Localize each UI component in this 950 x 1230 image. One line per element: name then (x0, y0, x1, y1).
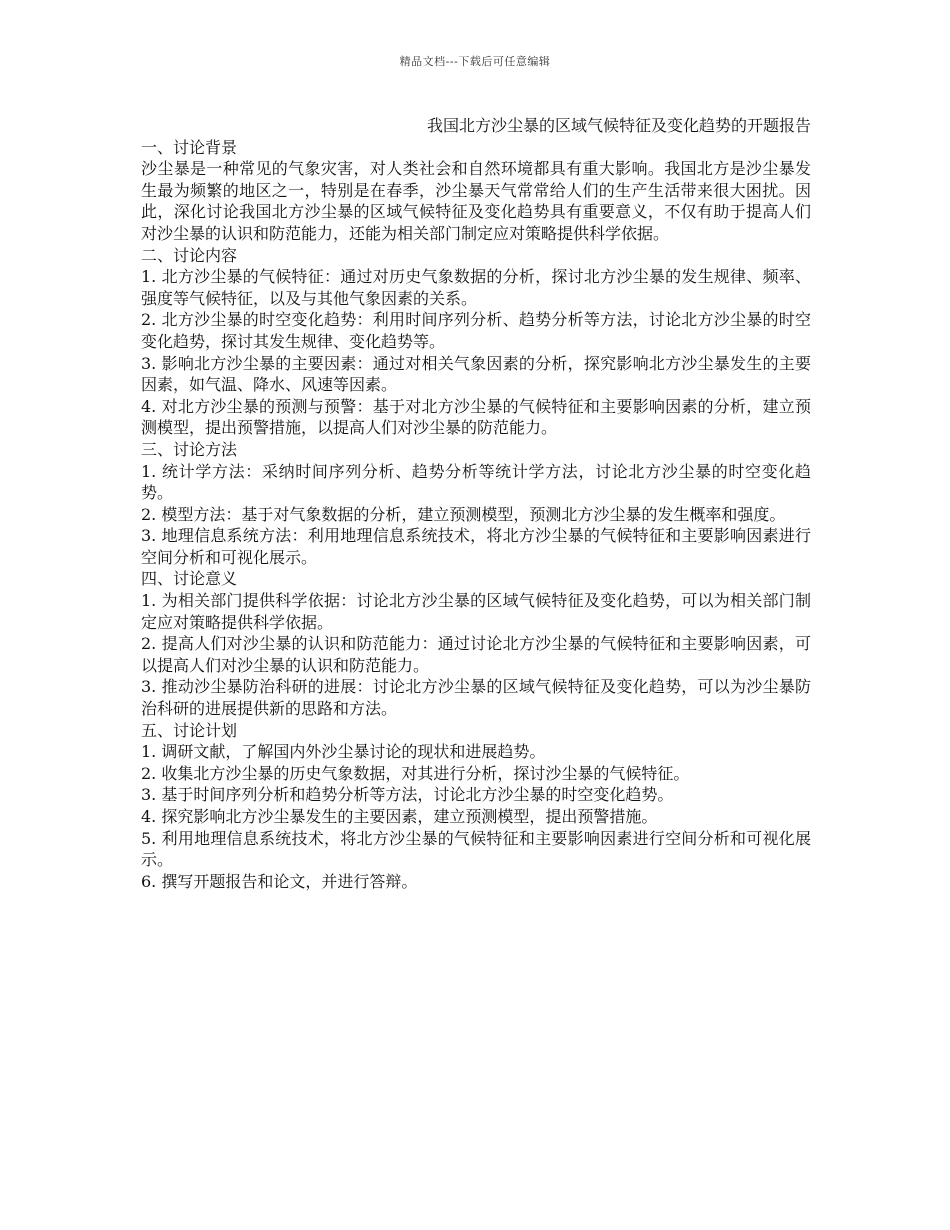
section-heading: 五、讨论计划 (141, 720, 238, 740)
section-significance (141, 568, 811, 719)
section-heading: 三、讨论方法 (141, 439, 238, 459)
list-item: 3. 地理信息系统方法：利用地理信息系统技术，将北方沙尘暴的气候特征和主要影响因素进行空间分析和可视化展示。 (141, 526, 811, 567)
list-item: 3. 影响北方沙尘暴的主要因素：通过对相关气象因素的分析，探究影响北方沙尘暴发生的主要因素，如气温、降水、风速等因素。 (141, 353, 811, 395)
paragraph: 沙尘暴是一种常见的气象灾害，对人类社会和自然环境都具有重大影响。我国北方是沙尘暴发生最为频繁的地区之一，特别是在春季，沙尘暴天气常常给人们的生产生活带来很大困扰。因此，深化讨论我国北方沙尘暴的区域气候特征及变化趋势具有重要意义，不仅有助于提高人们对沙尘暴的认识和防范能力，还能为相关部门制定应对策略提供科学依据。 (141, 159, 811, 243)
list-item: 1. 北方沙尘暴的气候特征：通过对历史气象数据的分析，探讨北方沙尘暴的发生规律、频率、强度等气候特征，以及与其他气象因素的关系。 (141, 267, 811, 308)
header-note: 精品文档---下载后可任意编辑 (399, 55, 551, 68)
document-title: 我国北方沙尘暴的区域气候特征及变化趋势的开题报告 (426, 116, 811, 135)
list-item: 1. 调研文献，了解国内外沙尘暴讨论的现状和进展趋势。 (141, 742, 546, 762)
list-item: 2. 提高人们对沙尘暴的认识和防范能力：通过讨论北方沙尘暴的气候特征和主要影响因素，可以提高人们对沙尘暴的认识和防范能力。 (141, 634, 811, 675)
list-item: 2. 北方沙尘暴的时空变化趋势：利用时间序列分析、趋势分析等方法，讨论北方沙尘暴的时空变化趋势，探讨其发生规律、变化趋势等。 (141, 310, 811, 351)
section-plan (141, 720, 811, 893)
list-item: 5. 利用地理信息系统技术，将北方沙尘暴的气候特征和主要影响因素进行空间分析和可视化展示。 (141, 828, 811, 870)
list-item: 1. 统计学方法：采纳时间序列分析、趋势分析等统计学方法，讨论北方沙尘暴的时空变化趋势。 (141, 461, 811, 503)
list-item: 2. 模型方法：基于对气象数据的分析，建立预测模型，预测北方沙尘暴的发生概率和强度。 (141, 504, 786, 524)
list-item: 6. 撰写开题报告和论文，并进行答辩。 (141, 871, 418, 891)
list-item: 4. 探究影响北方沙尘暴发生的主要因素，建立预测模型，提出预警措施。 (141, 807, 658, 826)
section-heading: 一、讨论背景 (141, 137, 238, 157)
list-item: 3. 推动沙尘暴防治科研的进展：讨论北方沙尘暴的区域气候特征及变化趋势，可以为沙尘暴防治科研的进展提供新的思路和方法。 (141, 677, 811, 719)
section-heading: 四、讨论意义 (141, 569, 238, 589)
document-body (141, 115, 811, 892)
section-background (141, 137, 811, 245)
section-methods (141, 439, 811, 569)
section-content (141, 245, 811, 439)
section-heading: 二、讨论内容 (141, 245, 238, 265)
list-item: 1. 为相关部门提供科学依据：讨论北方沙尘暴的区域气候特征及变化趋势，可以为相关部门制定应对策略提供科学依据。 (141, 591, 811, 632)
list-item: 4. 对北方沙尘暴的预测与预警：基于对北方沙尘暴的气候特征和主要影响因素的分析，建立预测模型，提出预警措施，以提高人们对沙尘暴的防范能力。 (141, 396, 811, 438)
list-item: 3. 基于时间序列分析和趋势分析等方法，讨论北方沙尘暴的时空变化趋势。 (141, 785, 674, 805)
list-item: 2. 收集北方沙尘暴的历史气象数据，对其进行分析，探讨沙尘暴的气候特征。 (141, 763, 690, 783)
